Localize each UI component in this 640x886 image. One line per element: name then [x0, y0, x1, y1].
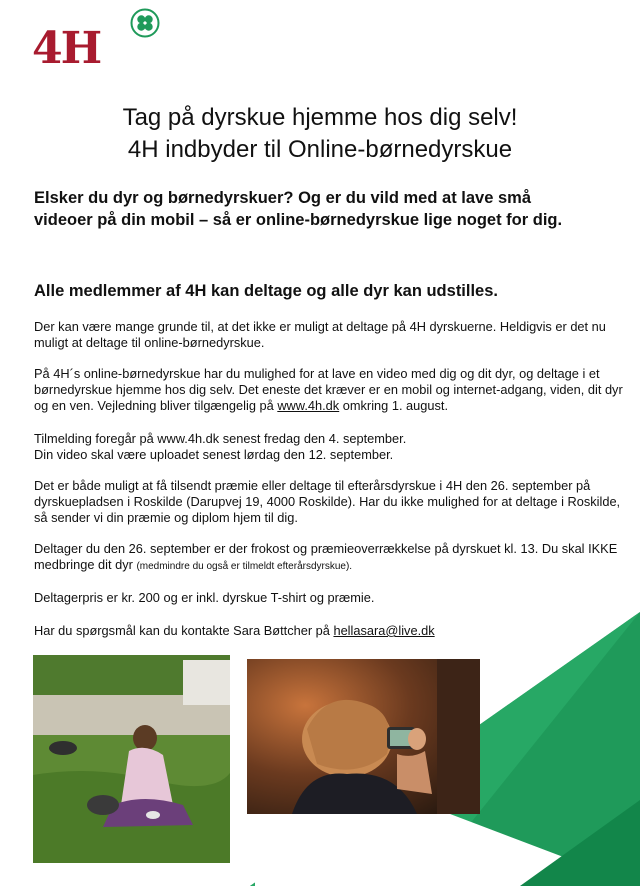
paragraph-prize: Det er både muligt at få tilsendt præmie eller deltage til efterårsdyrskue i 4H den 26. september på dyrskuepladsen i Roskilde (Darupvej 19, 4000 Roskilde). Har du ikke mulighed for at deltage i Roskilde, så sender vi din præmie og diplom hjem til dig. [34, 478, 621, 525]
lead-paragraph: Elsker du dyr og børnedyrskuer? Og er du vild med at lave små videoer på din mobil – så er online-børnedyrskue lige noget for dig. [34, 189, 563, 229]
paragraph-online-tail: omkring 1. august. [339, 398, 449, 413]
paragraph-contact [34, 623, 624, 639]
paragraph-intro: Der kan være mange grunde til, at det ikke er muligt at deltage på 4H dyrskuerne. Heldigvis er det nu muligt at deltage til online-børnedyrskue. [34, 319, 606, 350]
person-filming-with-phone-photo [247, 659, 480, 814]
logo-text: 4H [32, 23, 101, 74]
paragraph-online [34, 366, 624, 414]
title-line-2: 4H indbyder til Online-børnedyrskue [127, 136, 513, 163]
4h-website-link[interactable]: www.4h.dk [277, 398, 340, 413]
clover-icon [130, 8, 160, 38]
registration-deadline: Tilmelding foregår på www.4h.dk senest fredag den 4. september. [34, 431, 407, 446]
paragraph-award-ceremony [34, 541, 624, 575]
award-ceremony-note: (medmindre du også er tilmeldt efterårsdyrskue). [136, 561, 353, 572]
award-ceremony-text: Deltager du den 26. september er der frokost og præmieoverrækkelse på dyrskuet kl. 13. Du skal IKKE medbringe dit dyr [34, 541, 618, 572]
contact-text: Har du spørgsmål kan du kontakte Sara Bøttcher på [34, 623, 334, 638]
4h-logo [32, 8, 162, 74]
girl-with-rabbit-illustration [33, 655, 230, 863]
contact-email-link[interactable]: hellasara@live.dk [333, 623, 435, 638]
girl-with-rabbit-photo [33, 655, 230, 863]
paragraph-registration [34, 431, 624, 463]
title-line-1: Tag på dyrskue hjemme hos dig selv! [122, 104, 518, 131]
upload-deadline: Din video skal være uploadet senest lørdag den 12. september. [34, 447, 394, 462]
paragraph-online-text: På 4H´s online-børnedyrskue har du mulighed for at lave en video med dig og dit dyr, og deltage i et børnedyrskue hjemme hos dig selv. Det eneste det kræver er en mobil og internet-adgang, viden, dit dyr og en ven. Vejledning bliver tilgængelig på [34, 366, 623, 413]
page-title [0, 102, 640, 166]
paragraph-price: Deltagerpris er kr. 200 og er inkl. dyrskue T-shirt og præmie. [34, 590, 375, 605]
subheading: Alle medlemmer af 4H kan deltage og alle dyr kan udstilles. [34, 282, 498, 300]
person-filming-illustration [247, 659, 480, 814]
